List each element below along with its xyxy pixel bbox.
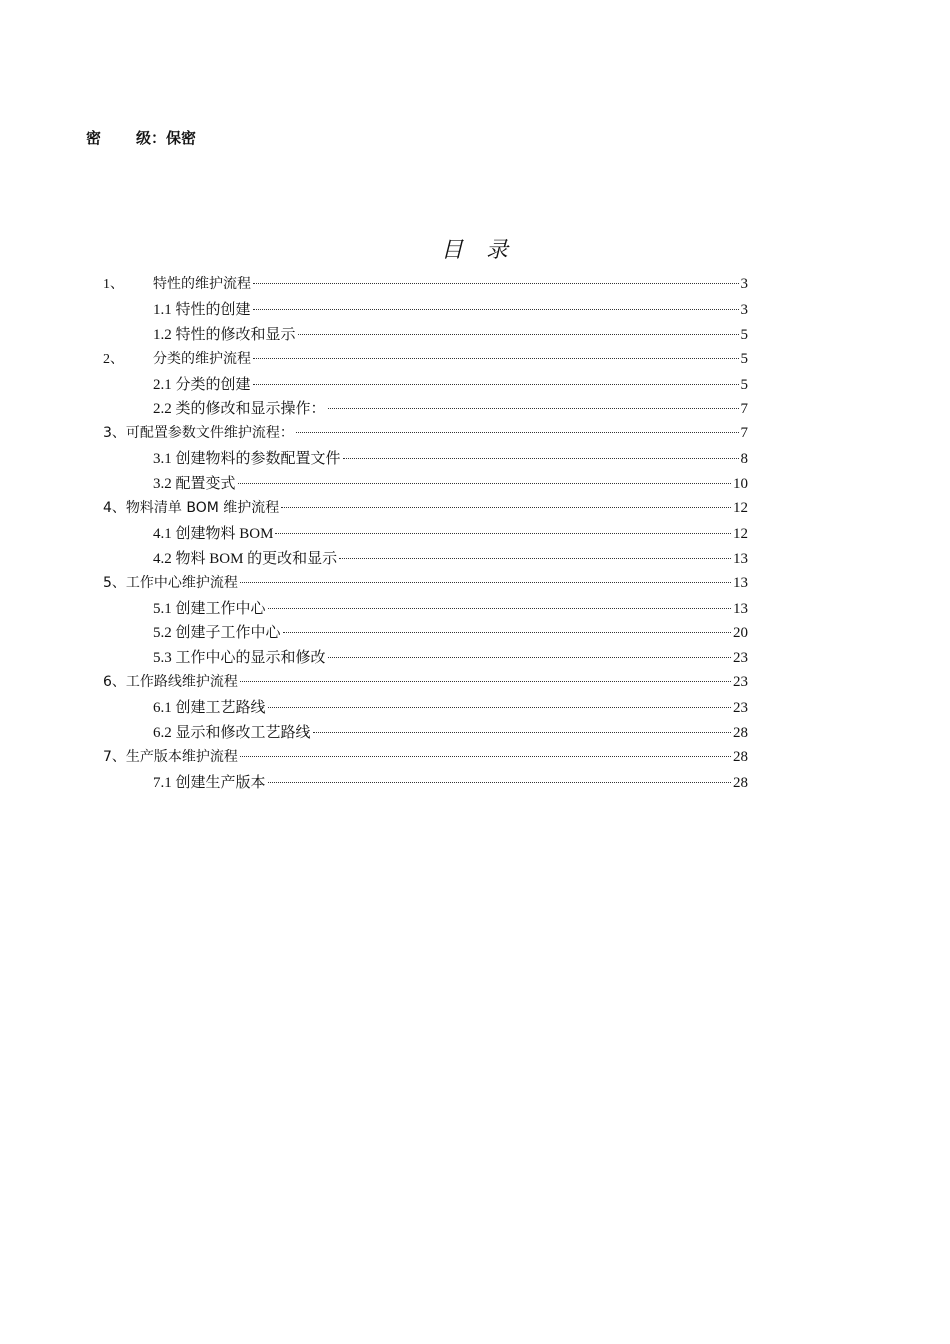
toc-entry-number: 7、 (103, 748, 126, 765)
toc-entry-label: 5.3 工作中心的显示和修改 (153, 650, 326, 667)
toc-entry-label: 物料清单 BOM 维护流程 (125, 500, 280, 517)
toc-chapter-entry[interactable] (103, 671, 748, 696)
toc-entry-page: 28 (733, 748, 748, 765)
toc-leader-dots (313, 732, 731, 733)
toc-entry-page: 7 (740, 401, 748, 418)
toc-chapter-entry[interactable] (103, 422, 748, 447)
toc-entry-number: 5、 (103, 574, 126, 591)
toc-section-entry[interactable] (103, 646, 748, 671)
toc-entry-page: 28 (733, 725, 748, 742)
toc-entry-label: 工作中心维护流程 (125, 574, 238, 591)
toc-section-entry[interactable] (103, 547, 748, 572)
toc-section-entry[interactable] (103, 597, 748, 622)
toc-section-entry[interactable] (103, 771, 748, 796)
toc-entry-label: 工作路线维护流程 (125, 674, 238, 691)
toc-leader-dots (328, 657, 731, 658)
toc-entry-label: 2.1 分类的创建 (153, 376, 251, 393)
toc-leader-dots (339, 558, 731, 559)
toc-entry-label: 6.1 创建工艺路线 (153, 700, 266, 717)
toc-leader-dots (253, 283, 739, 284)
secrecy-label: 密 (86, 129, 102, 147)
toc-entry-page: 12 (733, 525, 748, 542)
toc-entry-label: 3.2 配置变式 (153, 476, 236, 493)
toc-entry-page: 12 (733, 500, 748, 517)
toc-leader-dots (268, 608, 731, 609)
toc-leader-dots (268, 782, 731, 783)
toc-section-entry[interactable] (103, 298, 748, 323)
toc-entry-page: 3 (740, 276, 748, 292)
toc-entry-label: 7.1 创建生产版本 (153, 774, 266, 791)
toc-entry-page: 3 (740, 301, 748, 318)
toc-leader-dots (238, 483, 731, 484)
toc-leader-dots (253, 309, 739, 310)
toc-leader-dots (240, 582, 731, 583)
toc-entry-page: 8 (740, 451, 748, 468)
toc-entry-number: 4、 (103, 500, 126, 517)
toc-entry-page: 10 (733, 476, 748, 493)
toc-entry-label: 6.2 显示和修改工艺路线 (153, 725, 311, 742)
toc-entry-label: 分类的维护流程 (153, 350, 251, 367)
toc-entry-page: 23 (733, 674, 748, 691)
toc-entry-page: 23 (733, 650, 748, 667)
toc-entry-page: 20 (733, 625, 748, 642)
toc-entry-label: 可配置参数文件维护流程： (125, 425, 294, 442)
toc-leader-dots (240, 756, 731, 757)
toc-entry-page: 13 (733, 550, 748, 567)
toc-entry-label: 2.2 类的修改和显示操作： (153, 401, 326, 418)
toc-section-entry[interactable] (103, 447, 748, 472)
toc-section-entry[interactable] (103, 323, 748, 348)
toc-title-right: 录 (486, 238, 510, 263)
toc-leader-dots (296, 432, 739, 433)
table-of-contents (103, 273, 748, 796)
toc-section-entry[interactable] (103, 621, 748, 646)
toc-chapter-entry[interactable] (103, 273, 748, 298)
toc-leader-dots (240, 681, 731, 682)
toc-entry-page: 5 (740, 326, 748, 343)
toc-entry-number: 3、 (103, 425, 126, 442)
secrecy-level (86, 127, 196, 148)
secrecy-value: 级：保密 (136, 129, 197, 147)
toc-entry-label: 5.2 创建子工作中心 (153, 625, 281, 642)
toc-leader-dots (281, 507, 731, 508)
toc-leader-dots (253, 384, 739, 385)
toc-leader-dots (328, 408, 739, 409)
toc-leader-dots (275, 533, 731, 534)
toc-leader-dots (253, 358, 739, 359)
toc-chapter-entry[interactable] (103, 497, 748, 522)
toc-title (0, 233, 950, 264)
toc-title-left: 目 (440, 238, 464, 263)
toc-chapter-entry[interactable] (103, 746, 748, 771)
toc-entry-page: 23 (733, 700, 748, 717)
toc-entry-number: 6、 (103, 674, 126, 691)
toc-section-entry[interactable] (103, 721, 748, 746)
toc-entry-label: 1.1 特性的创建 (153, 301, 251, 318)
toc-entry-number: 1、 (103, 277, 124, 292)
toc-entry-page: 13 (733, 600, 748, 617)
toc-chapter-entry[interactable] (103, 572, 748, 597)
toc-section-entry[interactable] (103, 397, 748, 422)
toc-entry-label: 5.1 创建工作中心 (153, 600, 266, 617)
toc-entry-label: 生产版本维护流程 (125, 748, 238, 765)
toc-entry-label: 特性的维护流程 (153, 276, 251, 292)
toc-entry-label: 3.1 创建物料的参数配置文件 (153, 451, 341, 468)
toc-leader-dots (298, 334, 739, 335)
toc-section-entry[interactable] (103, 373, 748, 398)
toc-leader-dots (343, 458, 739, 459)
toc-entry-label: 4.1 创建物料 BOM (153, 525, 274, 542)
toc-entry-label: 1.2 特性的修改和显示 (153, 326, 296, 343)
toc-section-entry[interactable] (103, 472, 748, 497)
toc-section-entry[interactable] (103, 696, 748, 721)
toc-entry-number: 2、 (103, 351, 124, 367)
toc-entry-page: 7 (740, 425, 748, 442)
toc-entry-page: 13 (733, 574, 748, 591)
toc-chapter-entry[interactable] (103, 348, 748, 373)
toc-entry-page: 5 (740, 376, 748, 393)
toc-entry-page: 28 (733, 774, 748, 791)
toc-section-entry[interactable] (103, 522, 748, 547)
toc-leader-dots (268, 707, 731, 708)
toc-entry-page: 5 (740, 350, 748, 367)
toc-entry-label: 4.2 物料 BOM 的更改和显示 (153, 550, 338, 567)
toc-leader-dots (283, 632, 731, 633)
